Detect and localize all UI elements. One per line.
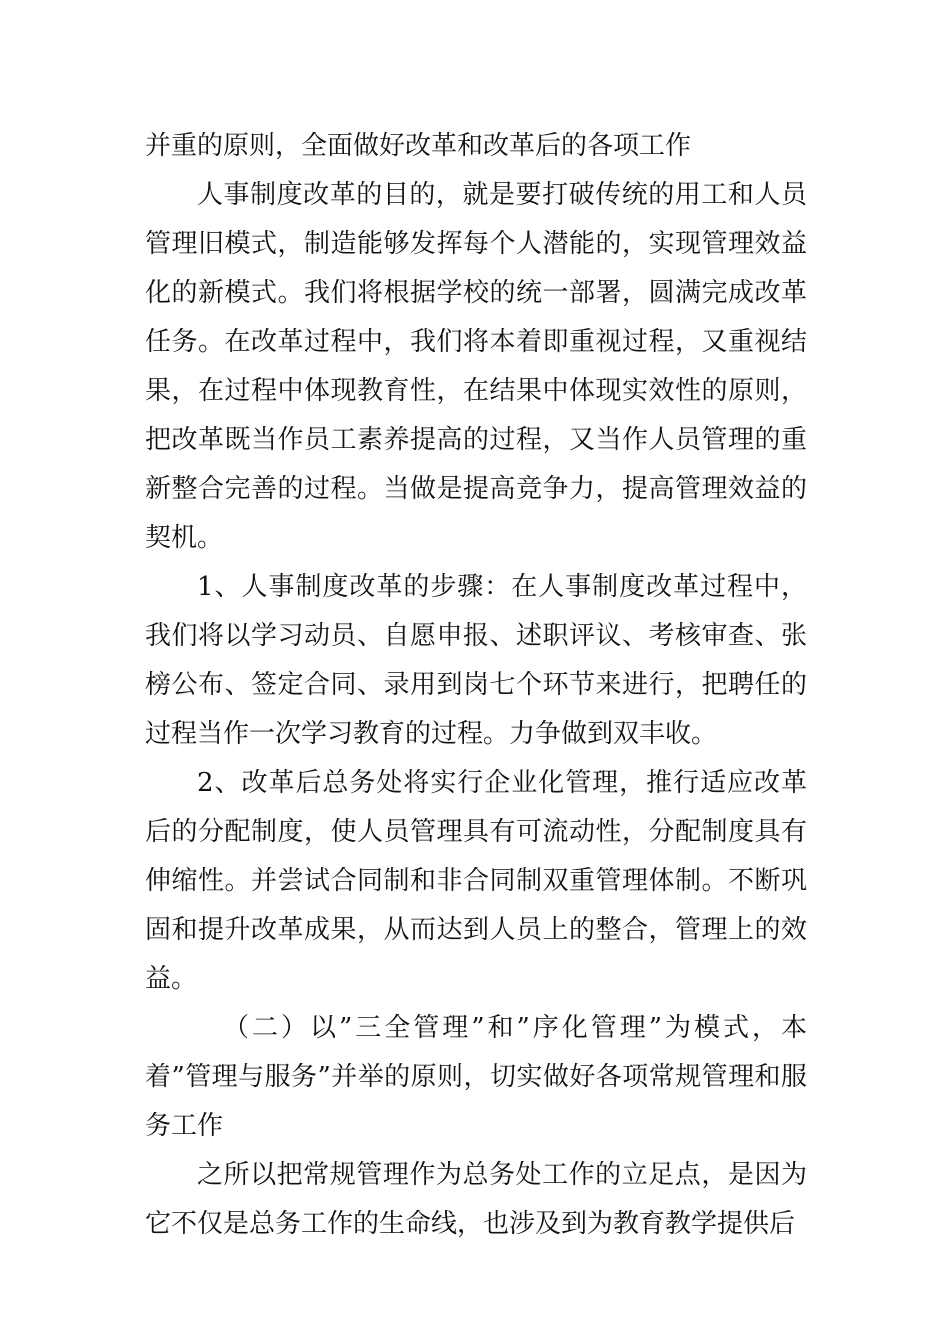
- document-page: [145, 122, 807, 1249]
- paragraph-enterprise-management: 2、改革后总务处将实行企业化管理，推行适应改革后的分配制度，使人员管理具有可流动性，分配制度具有伸缩性。并尝试合同制和非合同制双重管理体制。不断巩固和提升改革成果，从而达到人员上的整合，管理上的效益。: [145, 768, 807, 994]
- paragraph-continuation: 并重的原则，全面做好改革和改革后的各项工作: [145, 131, 692, 161]
- section-heading-routine-management: （二）以”三全管理”和”序化管理”为模式，本着”管理与服务”并举的原则，切实做好各项常规管理和服务工作: [145, 1013, 807, 1141]
- paragraph-reform-steps: 1、人事制度改革的步骤：在人事制度改革过程中，我们将以学习动员、自愿申报、述职评议、考核审查、张榜公布、签定合同、录用到岗七个环节来进行，把聘任的过程当作一次学习教育的过程。力争做到双丰收。: [145, 572, 807, 749]
- paragraph-reform-purpose: 人事制度改革的目的，就是要打破传统的用工和人员管理旧模式，制造能够发挥每个人潜能的，实现管理效益化的新模式。我们将根据学校的统一部署，圆满完成改革任务。在改革过程中，我们将本着即重视过程，又重视结果，在过程中体现教育性，在结果中体现实效性的原则，把改革既当作员工素养提高的过程，又当作人员管理的重新整合完善的过程。当做是提高竞争力，提高管理效益的契机。: [145, 180, 807, 553]
- paragraph-routine-management: 之所以把常规管理作为总务处工作的立足点，是因为它不仅是总务工作的生命线，也涉及到为教育教学提供后: [145, 1160, 807, 1239]
